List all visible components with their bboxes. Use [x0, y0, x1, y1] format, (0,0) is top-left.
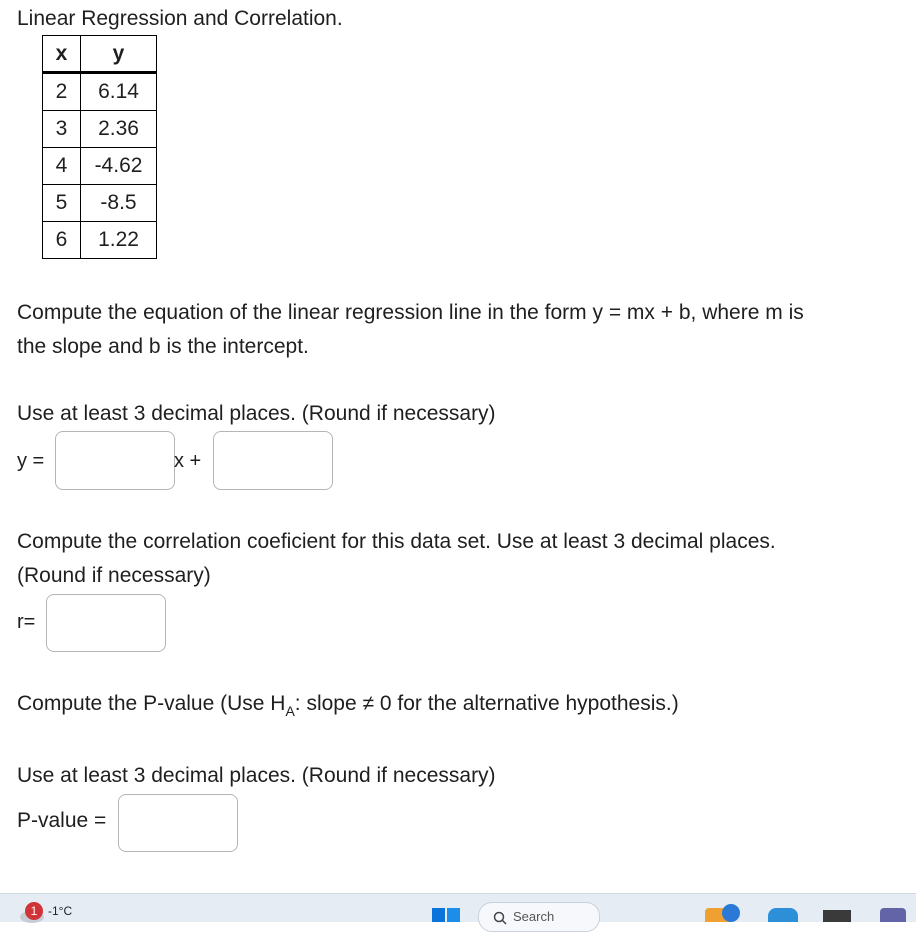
regression-question-line1: Compute the equation of the linear regression line in the form y = mx + b, where m is [17, 301, 804, 324]
cell-x: 2 [43, 73, 81, 111]
table-row [43, 148, 157, 185]
correlation-question-line2: (Round if necessary) [17, 564, 211, 587]
cell-x: 4 [43, 148, 81, 185]
regression-instruction: Use at least 3 decimal places. (Round if necessary) [17, 402, 496, 425]
column-header-y: y [81, 36, 157, 73]
correlation-input[interactable] [46, 594, 166, 652]
cell-y: 1.22 [81, 222, 157, 259]
pvalue-question [17, 687, 679, 728]
search-icon [493, 911, 507, 925]
page-heading: Linear Regression and Correlation. [17, 7, 343, 30]
cell-x: 6 [43, 222, 81, 259]
table-row [43, 73, 157, 111]
table-row [43, 111, 157, 148]
taskbar-app-icon-copilot[interactable] [768, 908, 798, 922]
correlation-question [17, 525, 897, 593]
temperature-label: -1°C [48, 904, 73, 918]
cell-x: 3 [43, 111, 81, 148]
y-equals-label: y = [17, 450, 45, 472]
cell-x: 5 [43, 185, 81, 222]
notification-badge: 1 [25, 902, 43, 920]
taskbar [0, 893, 916, 922]
taskbar-app-icon-teams[interactable] [880, 908, 906, 922]
taskbar-search-box[interactable] [478, 902, 600, 932]
pvalue-prompt-start: Compute the P-value (Use H [17, 692, 286, 715]
slope-input[interactable] [55, 431, 175, 490]
data-table [42, 35, 157, 259]
intercept-input[interactable] [213, 431, 333, 490]
windows-start-icon[interactable] [432, 908, 460, 922]
pvalue-equals-label: P-value = [17, 809, 107, 832]
correlation-question-line1: Compute the correlation coeficient for this data set. Use at least 3 decimal places. [17, 530, 776, 553]
cell-y: -4.62 [81, 148, 157, 185]
r-equals-label: r= [17, 611, 36, 633]
table-row [43, 185, 157, 222]
column-header-x: x [43, 36, 81, 73]
alt-hypothesis-subscript: A [285, 703, 295, 719]
search-placeholder: Search [513, 909, 555, 924]
cell-y: 6.14 [81, 73, 157, 111]
regression-question-line2: the slope and b is the intercept. [17, 335, 309, 358]
table-row [43, 222, 157, 259]
pvalue-prompt-end: : slope ≠ 0 for the alternative hypothesis.) [294, 692, 679, 715]
table-header-row [43, 36, 157, 73]
regression-question [17, 296, 897, 364]
x-plus-label: x + [174, 450, 202, 472]
taskbar-app-icon-file[interactable] [823, 910, 851, 922]
taskbar-app-icon-edge[interactable] [722, 904, 740, 922]
cell-y: -8.5 [81, 185, 157, 222]
cell-y: 2.36 [81, 111, 157, 148]
pvalue-instruction: Use at least 3 decimal places. (Round if necessary) [17, 764, 496, 787]
pvalue-input[interactable] [118, 794, 238, 852]
